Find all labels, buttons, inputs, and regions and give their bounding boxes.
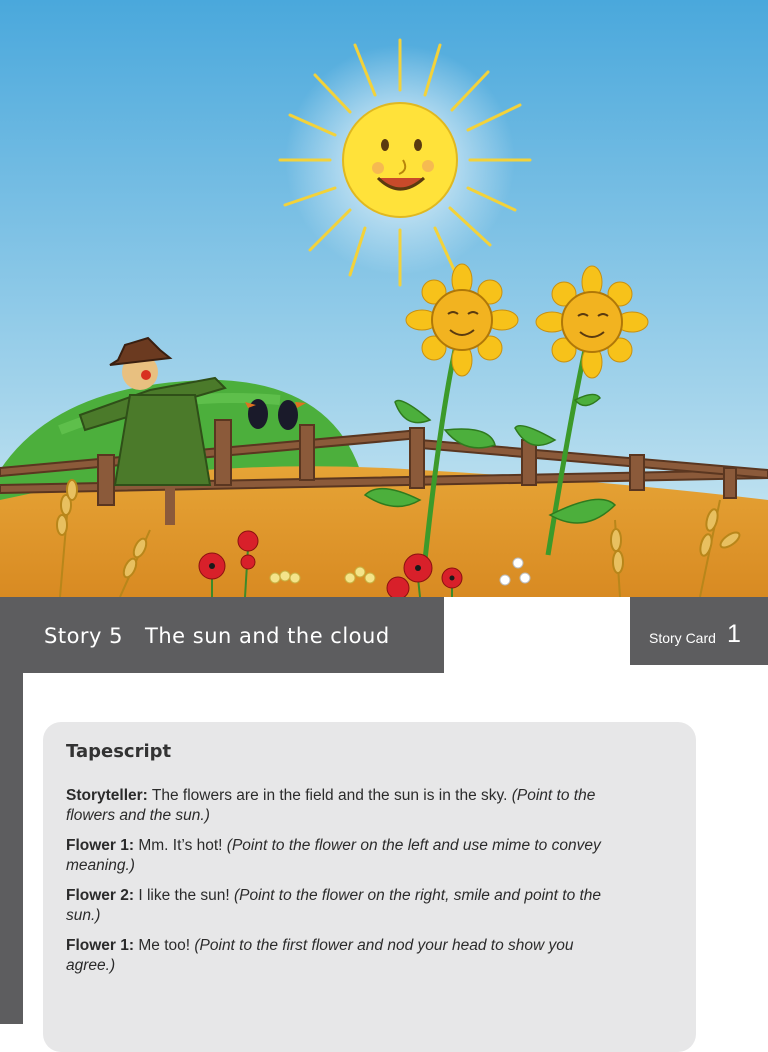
stage-direction: (Point to the flower on the left and use mime to convey meaning.) — [66, 837, 601, 874]
tapescript-line — [66, 836, 606, 876]
tapescript-line — [66, 886, 606, 926]
story-card-label: Story Card — [649, 630, 716, 646]
tapescript-heading: Tapescript — [66, 741, 172, 762]
left-margin-bar — [0, 673, 23, 1024]
stage-direction: (Point to the flowers and the sun.) — [66, 787, 596, 824]
tapescript-box — [43, 722, 696, 1052]
line-text: Mm. It’s hot! — [138, 837, 223, 854]
tapescript-lines — [66, 786, 606, 986]
tapescript-line — [66, 786, 606, 826]
tapescript-line — [66, 936, 606, 976]
stage-direction: (Point to the flower on the right, smile and point to the sun.) — [66, 887, 602, 924]
story-card-number: 1 — [727, 620, 741, 648]
line-text: The flowers are in the field and the sun is in the sky. — [151, 787, 508, 804]
line-text: I like the sun! — [138, 887, 230, 904]
story-number: Story 5 — [44, 624, 124, 648]
stage-direction: (Point to the first flower and nod your head to show you agree.) — [66, 937, 574, 974]
speaker-label: Storyteller: — [66, 787, 148, 804]
speaker-label: Flower 1: — [66, 937, 135, 954]
story-title — [44, 624, 390, 648]
line-text: Me too! — [138, 937, 191, 954]
speaker-label: Flower 1: — [66, 837, 135, 854]
speaker-label: Flower 2: — [66, 887, 135, 904]
story-name: The sun and the cloud — [145, 624, 390, 648]
story-card-badge — [630, 597, 768, 665]
